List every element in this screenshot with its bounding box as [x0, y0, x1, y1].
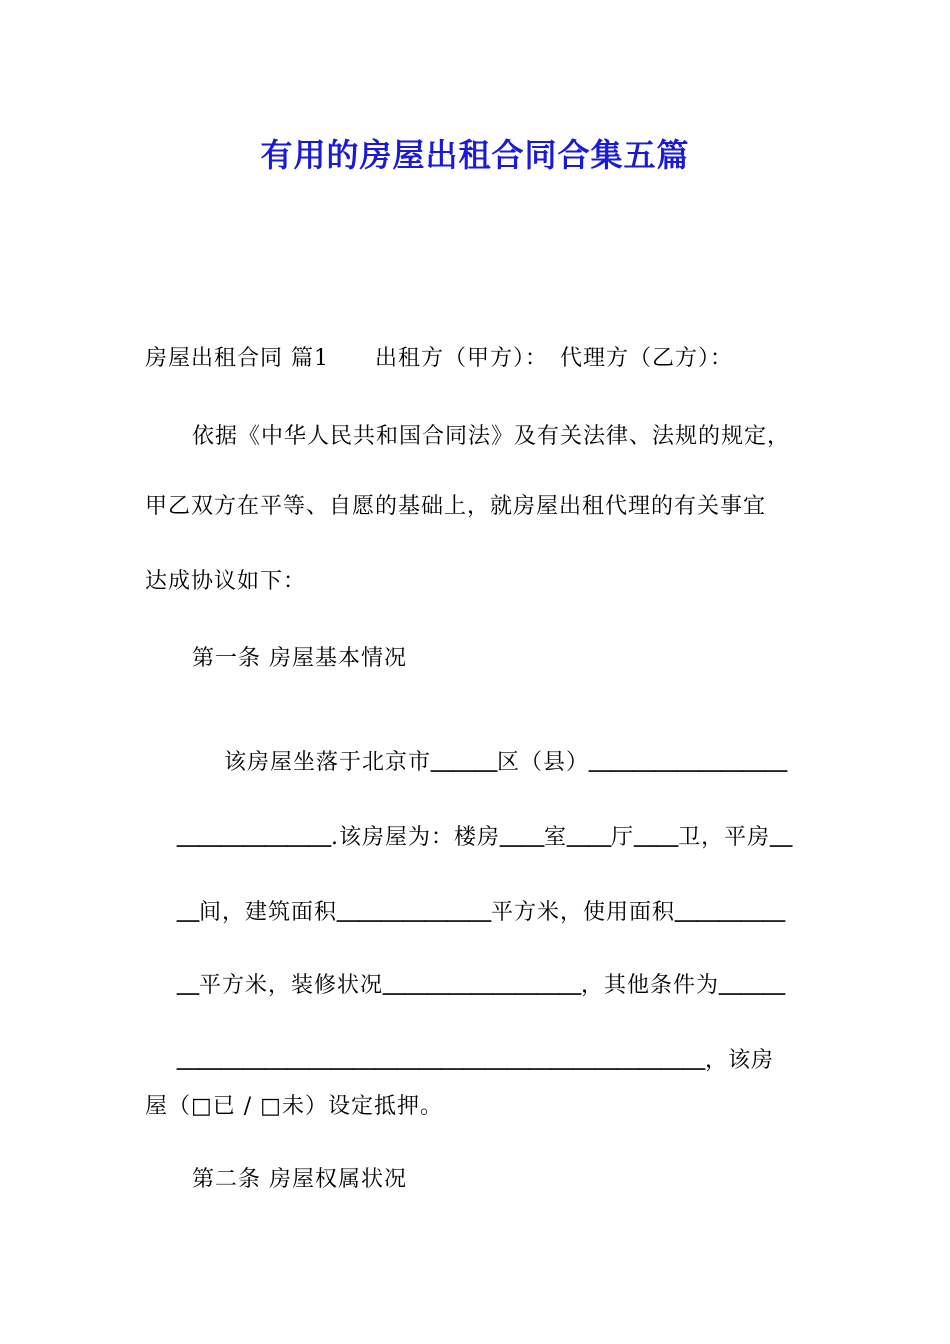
article-heading: 第一条 房屋基本情况: [192, 646, 407, 671]
line-text: 该房屋坐落于北京市: [223, 750, 431, 775]
blank-field: ＿＿＿＿＿: [675, 899, 786, 925]
line-text: ，其他条件为: [581, 973, 720, 998]
blank-field: ＿＿: [500, 824, 545, 850]
blank-field: ＿＿＿＿＿＿＿: [176, 824, 331, 850]
blank-field: ＿＿＿＿＿＿＿: [337, 899, 492, 925]
paragraph-line: 依据《中华人民共和国合同法》及有关法律、法规的规定，: [192, 424, 791, 449]
line-text: ，该房: [705, 1048, 775, 1073]
blank-field: ＿: [770, 824, 793, 850]
line-text: 室: [544, 825, 568, 850]
line-text: 厅: [611, 825, 635, 850]
paragraph-line: [192, 720, 787, 805]
line-text: 平方米，装修状况: [199, 973, 384, 998]
paragraph-line: [145, 795, 792, 880]
blank-field: ＿＿＿＿＿＿＿＿＿＿＿＿＿＿＿＿＿＿＿＿＿＿＿＿: [176, 1047, 705, 1073]
blank-field: ＿: [176, 899, 199, 925]
paragraph-line: 屋（□已 / □未）设定抵押。: [145, 1094, 443, 1119]
blank-field: ＿＿: [567, 824, 612, 850]
blank-field: ＿＿＿＿＿＿＿＿＿: [589, 749, 788, 775]
paragraph-line: [145, 943, 785, 1028]
contract-heading-line: 房屋出租合同 篇1 出租方（甲方）： 代理方（乙方）：: [145, 346, 733, 371]
blank-field: ＿＿＿＿＿＿＿＿＿: [383, 972, 582, 998]
blank-field: ＿＿＿: [431, 749, 498, 775]
line-text: 卫，平房: [678, 825, 771, 850]
line-text: 区（县）: [497, 750, 590, 775]
paragraph-line: 甲乙双方在平等、自愿的基础上，就房屋出租代理的有关事宜: [145, 494, 767, 519]
line-text: 平方米，使用面积: [491, 900, 676, 925]
document-title: 有用的房屋出租合同合集五篇: [260, 136, 690, 174]
article-heading: 第二条 房屋权属状况: [192, 1167, 407, 1192]
line-text: 间，建筑面积: [199, 900, 338, 925]
blank-field: ＿＿＿: [719, 972, 786, 998]
paragraph-line: 达成协议如下：: [145, 569, 307, 594]
blank-field: ＿＿: [634, 824, 679, 850]
paragraph-line: [145, 1018, 774, 1103]
line-text: .该房屋为：楼房: [331, 825, 500, 850]
blank-field: ＿: [176, 972, 199, 998]
